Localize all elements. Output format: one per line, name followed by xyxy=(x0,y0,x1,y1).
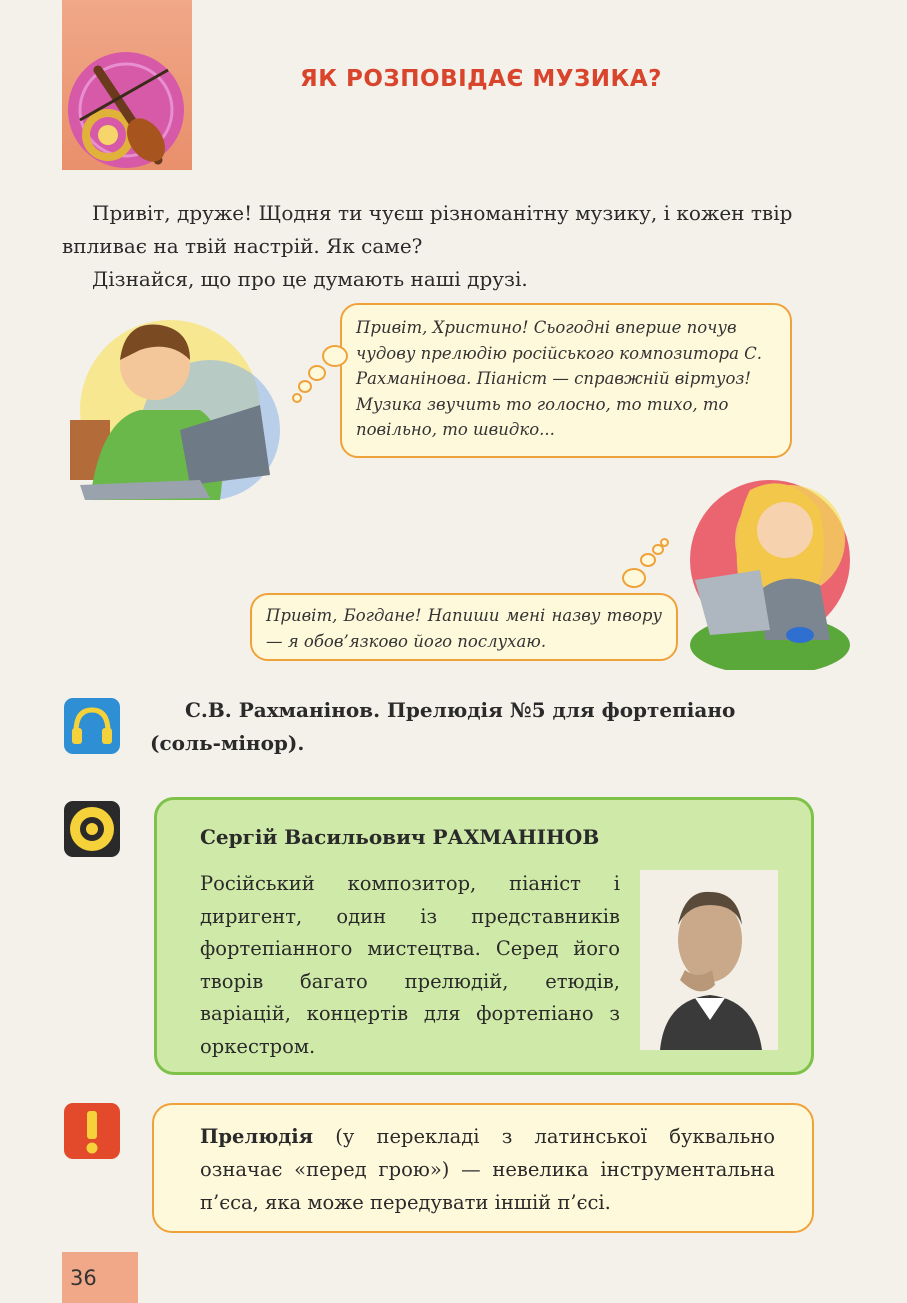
boy-with-laptop-illustration xyxy=(60,310,300,500)
composer-name: Сергій Васильович РАХМАНІНОВ xyxy=(200,825,600,849)
thought-dot xyxy=(640,553,656,567)
girl-with-laptop-illustration xyxy=(690,470,850,670)
violin-horn-emblem-icon xyxy=(58,40,194,176)
listening-title: С.В. Рахманінов. Прелюдія №5 для фортепіано xyxy=(185,698,736,722)
intro-text xyxy=(62,197,862,296)
definition-term: Прелюдія xyxy=(200,1125,314,1148)
thought-dot xyxy=(322,345,348,367)
girl-speech-bubble xyxy=(250,593,678,661)
thought-dot xyxy=(308,365,326,381)
thought-dot xyxy=(292,393,302,403)
composer-portrait xyxy=(640,870,778,1050)
headphones-icon xyxy=(64,698,120,754)
biography-text: Російський композитор, піаніст і диригент, один із представників фортепіанного мистецтва. Серед його творів багато прелюдій, етюдів, варіацій, концертів для фортепіано з оркестром. xyxy=(200,872,620,1058)
thought-dot xyxy=(622,568,646,588)
intro-paragraph-2: Дізнайся, що про це думають наші друзі. xyxy=(92,267,528,291)
thought-dot xyxy=(660,538,669,547)
listening-task xyxy=(150,694,830,760)
intro-paragraph: Привіт, друже! Щодня ти чуєш різноманітну музику, і кожен твір впливає на твій настрій. Як саме? xyxy=(62,201,793,258)
page-title: ЯК РОЗПОВІДАЄ МУЗИКА? xyxy=(300,66,662,92)
girl-message-text: Привіт, Богдане! Напиши мені назву твору — я обов’язково його послухаю. xyxy=(266,606,662,651)
page-number: 36 xyxy=(70,1266,97,1290)
exclamation-icon xyxy=(64,1103,120,1159)
definition-text xyxy=(200,1120,775,1219)
thought-dot xyxy=(298,380,312,393)
listening-key: (соль-мінор). xyxy=(150,731,305,755)
disc-icon xyxy=(64,801,120,857)
definition-body: (у перекладі з латинської буквально означає «перед грою») — невелика інструментальна п’єса, яка може передувати іншій п’єсі. xyxy=(200,1125,775,1214)
boy-speech-bubble xyxy=(340,303,792,458)
boy-message-text: Привіт, Христино! Сьогодні вперше почув чудову прелюдію російського композитора С. Рахманінова. Піаніст — справжній віртуоз! Музика звучить то голосно, то тихо, то повільно, то швидко... xyxy=(356,318,763,439)
